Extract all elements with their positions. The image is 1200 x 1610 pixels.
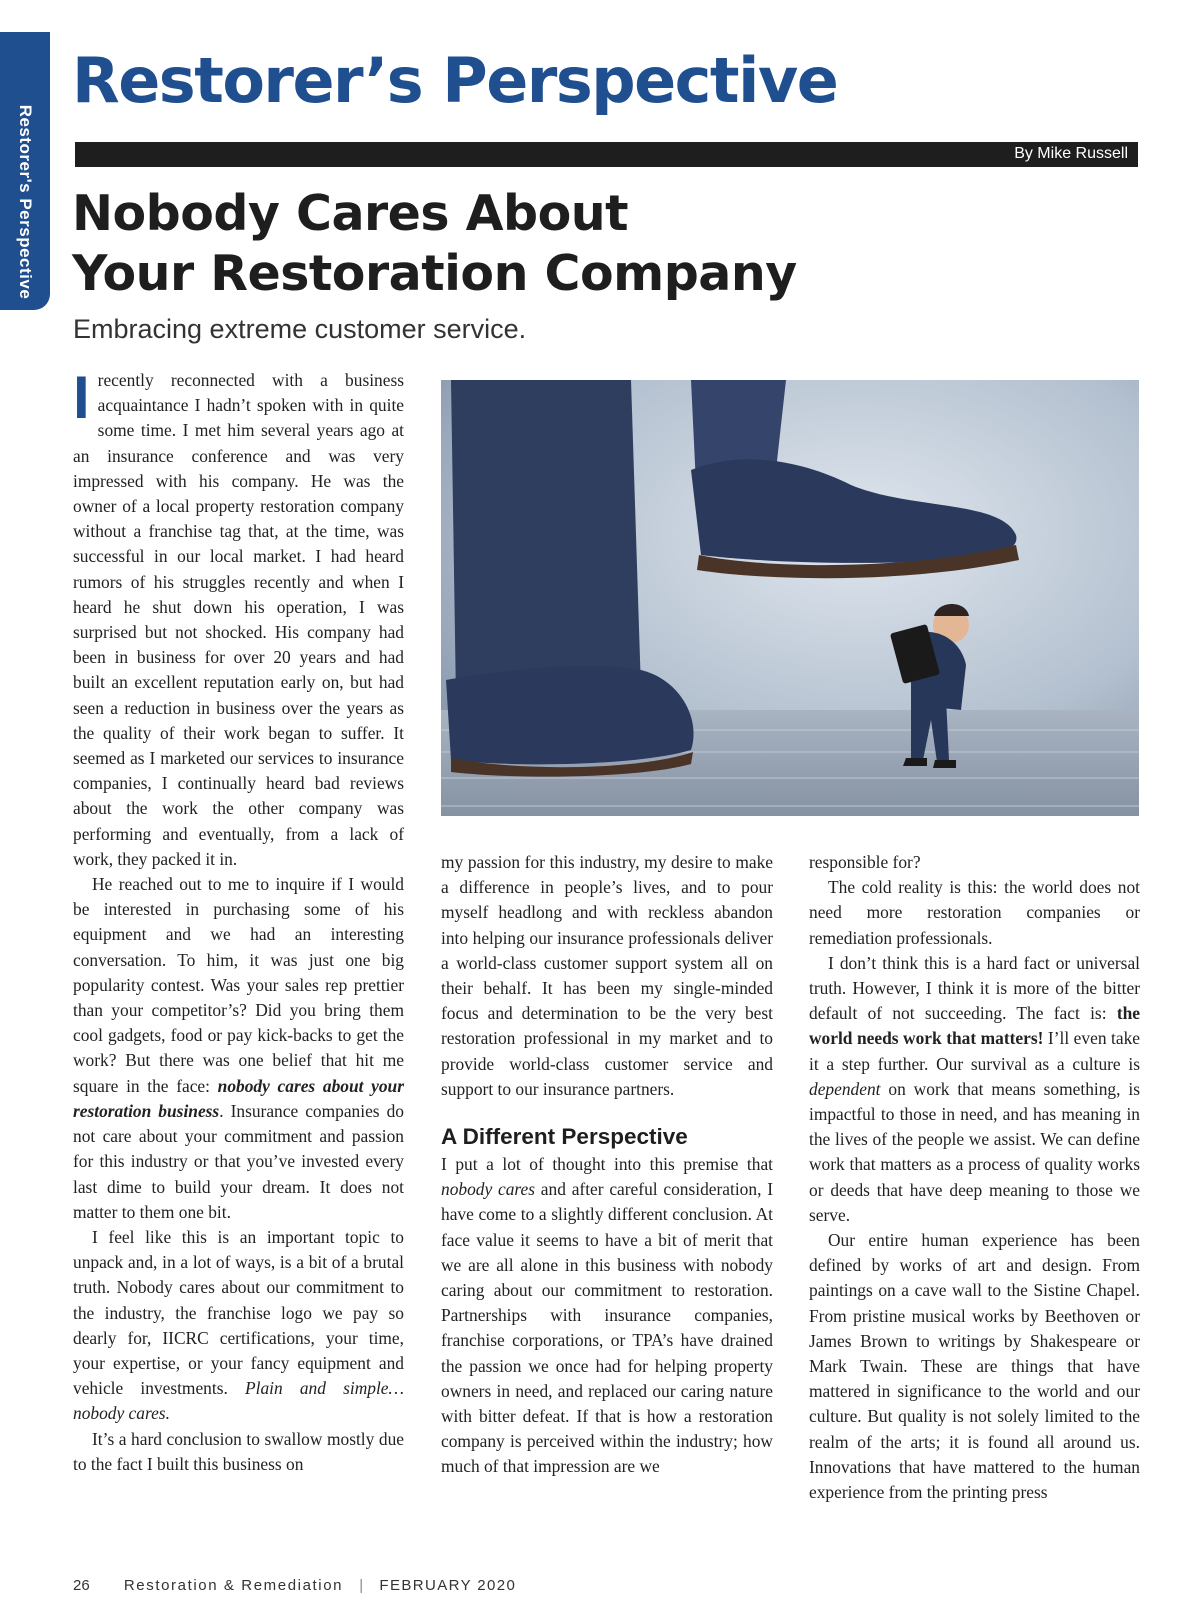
section-title: Restorer’s Perspective xyxy=(72,44,838,117)
emphasis-text: nobody cares about your restoration business xyxy=(73,1075,404,1121)
article-headline xyxy=(72,184,797,304)
paragraph-text: He reached out to me to inquire if I would be interested in purchasing some of his equipment and we had an interesting conversation. To him, it was just one big popularity contest. Was your sales rep prettier than your competitor’s? Did you bring them cool gadgets, food or pay kick-backs to get the work? But there was one belief that hit me square in the face: xyxy=(73,874,404,1096)
section-heading: A Different Perspective xyxy=(441,1124,688,1150)
paragraph xyxy=(73,872,404,1225)
emphasis-text: dependent xyxy=(809,1078,881,1099)
byline: By Mike Russell xyxy=(1014,145,1128,162)
paragraph-text: I’ll even take it a step further. Our survival as a culture is xyxy=(809,1028,1140,1074)
paragraph xyxy=(809,951,1140,1228)
paragraph-text: . Insurance companies do not care about your commitment and passion for this industry or that you’ve invested every last dime to build your dream. It does not matter to them one bit. xyxy=(73,1100,404,1222)
paragraph: responsible for? xyxy=(809,852,921,872)
section-side-tab xyxy=(0,32,50,310)
paragraph: Our entire human experience has been defined by works of art and design. From paintings on a cave wall to the Sistine Chapel. From pristine musical works by Beethoven or James Brown to writings by Shakespeare or Mark Twain. These are things that have mattered in significance to the world and our culture. But quality is not solely limited to the realm of the arts; it is found all around us. Innovations that have mattered to the human experience from the printing press xyxy=(809,1230,1140,1503)
article-column-2 xyxy=(441,850,773,1480)
paragraph: It’s a hard conclusion to swallow mostly due to the fact I built this business on xyxy=(73,1428,404,1474)
article-column-3 xyxy=(809,850,1140,1505)
side-tab-label: Restorer's Perspective xyxy=(16,104,35,300)
paragraph xyxy=(441,1152,773,1480)
paragraph: my passion for this industry, my desire to make a difference in people’s lives, and to pour myself headlong and with reckless abandon into helping our insurance professionals deliver a world-class customer support system all on their behalf. It has been my single-minded focus and determination to be the very best restoration professional in my market and to provide world-class customer service and support to our insurance partners. xyxy=(441,852,773,1099)
page-number: 26 xyxy=(73,1577,90,1594)
drop-cap: I xyxy=(73,364,90,431)
paragraph xyxy=(73,364,404,872)
article-column-1 xyxy=(73,364,404,1477)
byline-bar xyxy=(75,142,1138,167)
giant-shoe-photo xyxy=(441,380,1139,816)
paragraph-text: I don’t think this is a hard fact or universal truth. However, I think it is more of the bitter default of not succeeding. The fact is: xyxy=(809,952,1140,1024)
headline-line-1: Nobody Cares About xyxy=(72,185,629,242)
paragraph: The cold reality is this: the world does not need more restoration companies or remediation professionals. xyxy=(809,877,1140,948)
article-subhead: Embracing extreme customer service. xyxy=(73,314,527,344)
article-photo xyxy=(441,380,1139,816)
paragraph-text: recently reconnected with a business acquaintance I hadn’t spoken with in quite some time. I met him several years ago at an insurance conference and was very impressed with his company. He was the owner of a local property restoration company without a franchise tag that, at the time, was successful in our local market. I had heard rumors of his struggles recently and when I heard he shut down his operation, I was surprised but not shocked. His company had been in business for over 20 years and had built an excellent reputation early on, but had seen a reduction in business over the years as the quality of their work began to suffer. It seemed as I marketed our services to insurance companies, I continually heard bad reviews about the work the other company was performing and eventually, from a lack of work, they packed it in. xyxy=(73,370,404,869)
paragraph-text: and after careful consideration, I have come to a slightly different conclusion. At face value it seems to have a bit of merit that we are all alone in this business with nobody caring about our commitment to restoration. Partnerships with insurance companies, franchise corporations, or TPA’s have drained the passion we once had for helping property owners in need, and replaced our caring nature with bitter defeat. If that is how a restoration company is perceived within the industry; how much of that impression are we xyxy=(441,1179,773,1477)
headline-line-2: Your Restoration Company xyxy=(72,245,797,302)
paragraph xyxy=(73,1225,404,1427)
page-footer xyxy=(73,1577,516,1594)
emphasis-text: nobody cares xyxy=(441,1179,536,1200)
footer-separator: | xyxy=(359,1577,364,1594)
paragraph-text: on work that means something, is impactful to those in need, and has meaning in the lives of the people we assist. We can define work that matters as a process of quality works or deeds that have deep meaning to those we serve. xyxy=(809,1078,1140,1225)
emphasis-text: Plain and simple… nobody cares. xyxy=(73,1378,404,1424)
paragraph-text: I put a lot of thought into this premise that xyxy=(441,1154,773,1175)
strong-text: the world needs work that matters! xyxy=(809,1003,1140,1049)
issue-date: FEBRUARY 2020 xyxy=(379,1577,517,1594)
magazine-name: Restoration & Remediation xyxy=(123,1577,344,1594)
paragraph-text: I feel like this is an important topic to unpack and, in a lot of ways, is a bit of a brutal truth. Nobody cares about our commitment to the industry, the franchise logo we pay so dearly for, IICRC certifications, your time, your expertise, or your fancy equipment and vehicle investments. xyxy=(73,1226,404,1399)
